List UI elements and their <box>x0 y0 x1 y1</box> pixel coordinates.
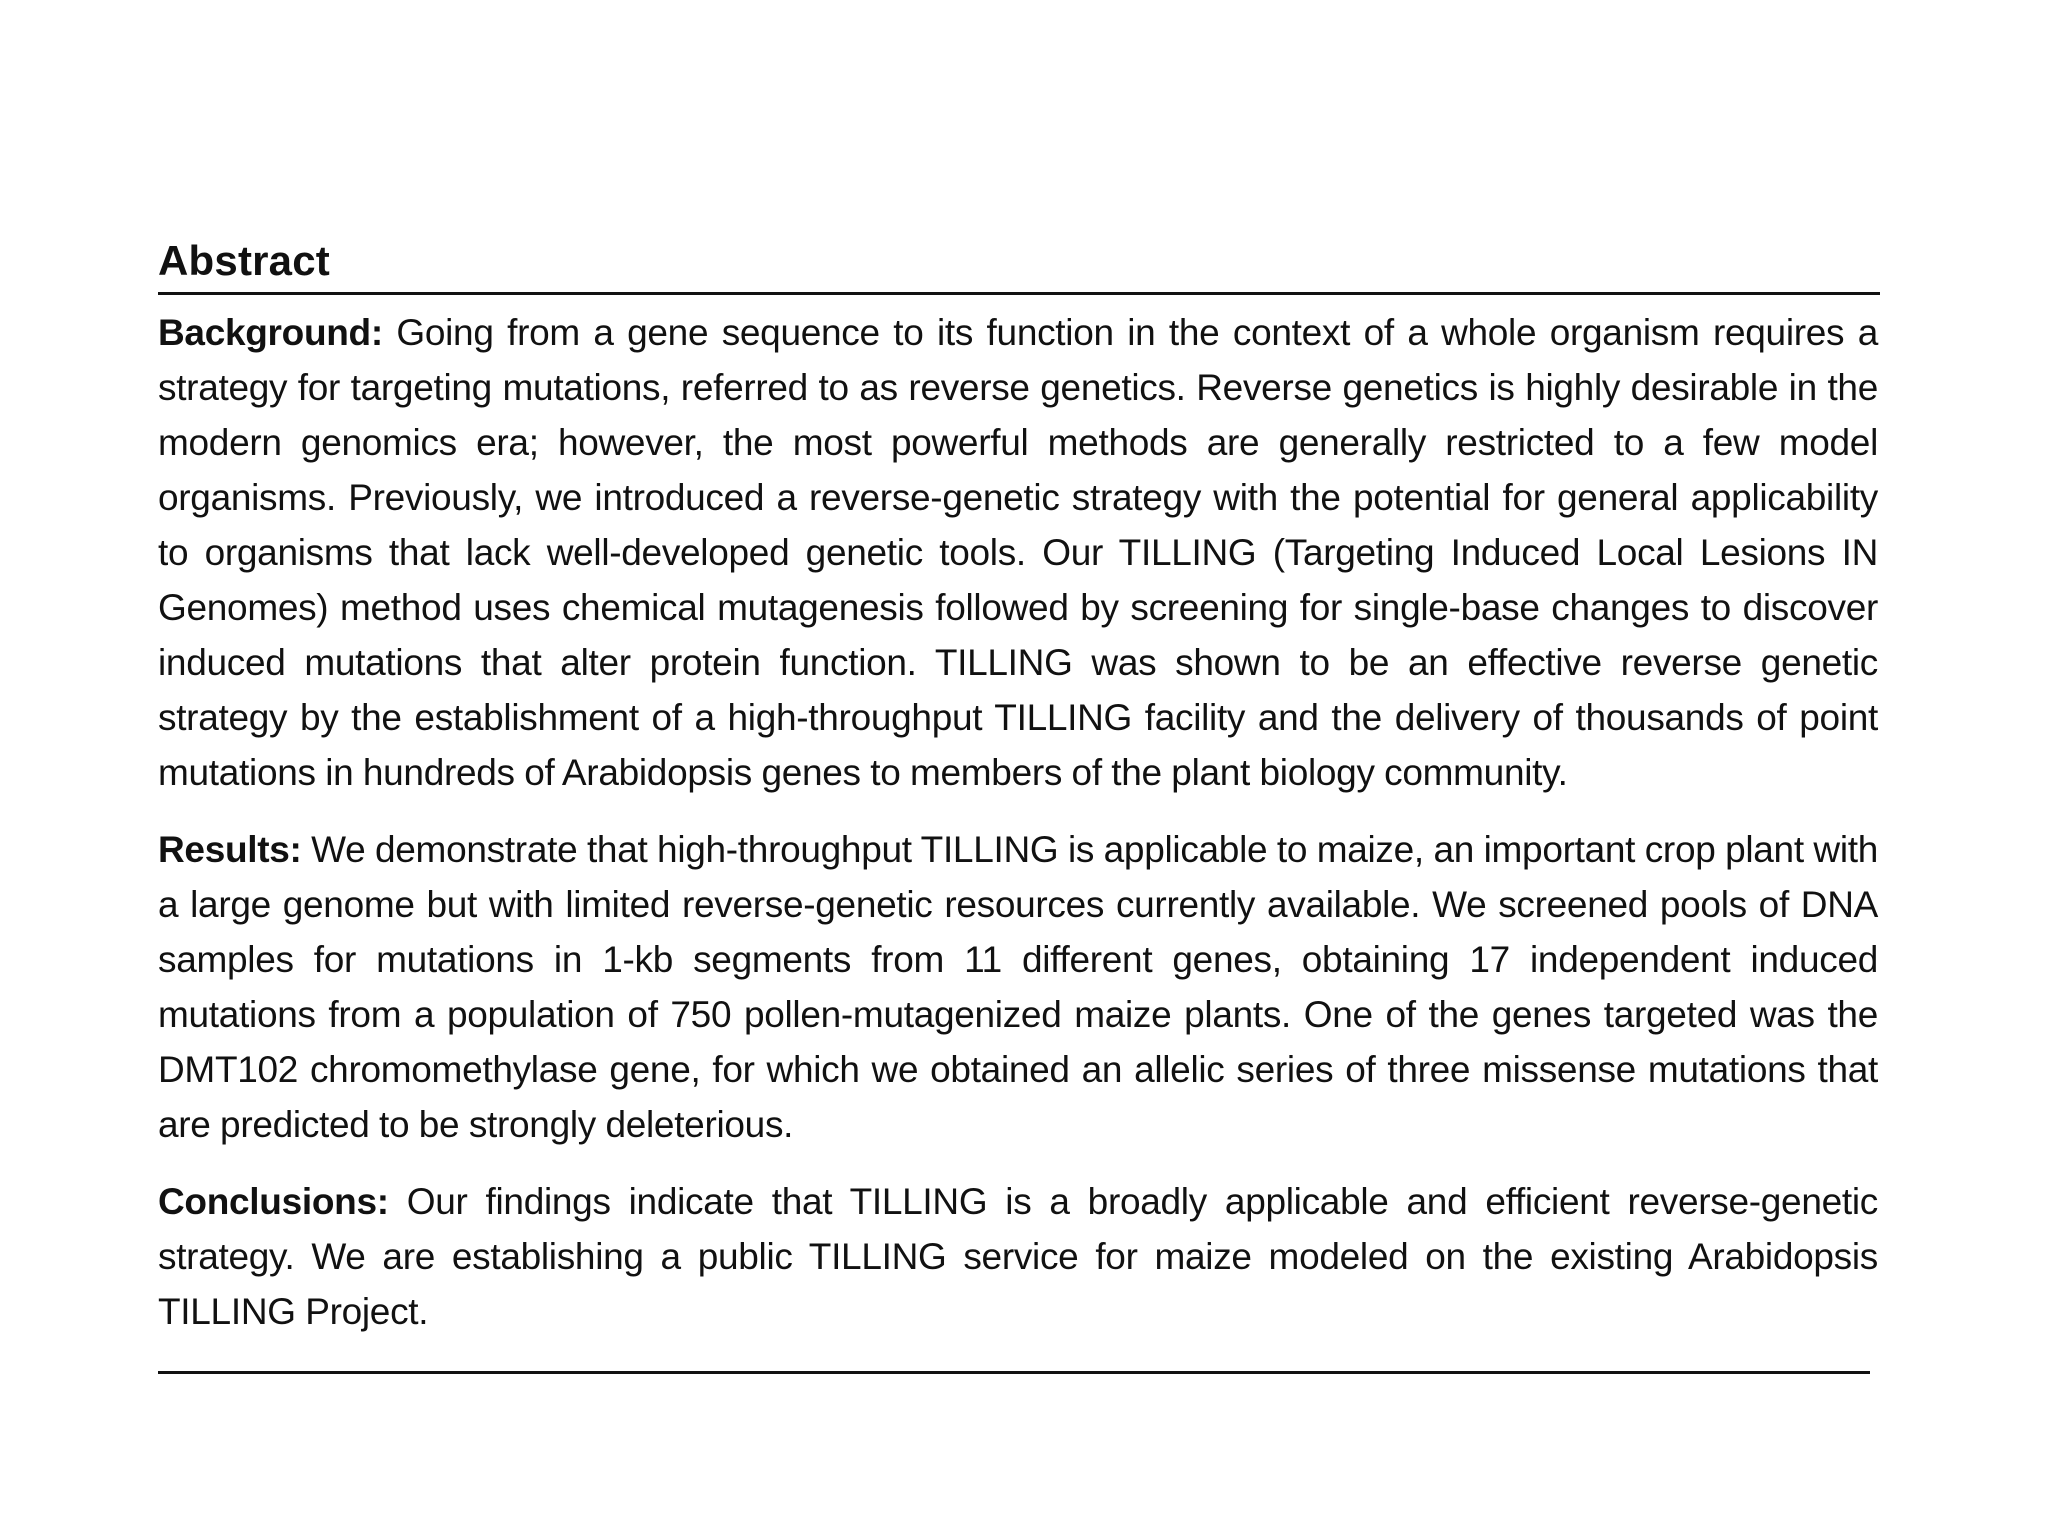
abstract-block <box>158 237 1879 1374</box>
background-text: Going from a gene sequence to its function in the context of a whole organism requires a strategy for targeting mutations, referred to as reverse genetics. Reverse genetics is highly desirable in the modern genomics era; however, the most powerful methods are generally restricted to a few model organisms. Previously, we introduced a reverse-genetic strategy with the potential for general applicability to organisms that lack well-developed genetic tools. Our TILLING (Targeting Induced Local Lesions IN Genomes) method uses chemical mutagenesis followed by screening for single-base changes to discover induced mutations that alter protein function. TILLING was shown to be an effective reverse genetic strategy by the establishment of a high-throughput TILLING facility and the delivery of thousands of point mutations in hundreds of Arabidopsis genes to members of the plant biology community. <box>158 312 1879 793</box>
background-paragraph <box>158 305 1878 800</box>
bottom-rule <box>158 1371 1870 1374</box>
top-rule <box>158 292 1880 295</box>
results-text: We demonstrate that high-throughput TILLING is applicable to maize, an important crop plant with a large genome but with limited reverse-genetic resources currently available. We screened pools of DNA samples for mutations in 1-kb segments from 11 different genes, obtaining 17 independent induced mutations from a population of 750 pollen-mutagenized maize plants. One of the genes targeted was the DMT102 chromomethylase gene, for which we obtained an allelic series of three missense mutations that are predicted to be strongly deleterious. <box>158 829 1878 1145</box>
conclusions-text: Our findings indicate that TILLING is a broadly applicable and efficient reverse-genetic strategy. We are establishing a public TILLING service for maize modeled on the existing Arabidopsis TILLING Project. <box>158 1181 1878 1332</box>
results-label: Results: <box>158 829 302 870</box>
conclusions-paragraph <box>158 1174 1878 1339</box>
abstract-heading: Abstract <box>158 237 330 284</box>
results-paragraph <box>158 822 1878 1152</box>
conclusions-label: Conclusions: <box>158 1181 389 1222</box>
background-label: Background: <box>158 312 383 353</box>
